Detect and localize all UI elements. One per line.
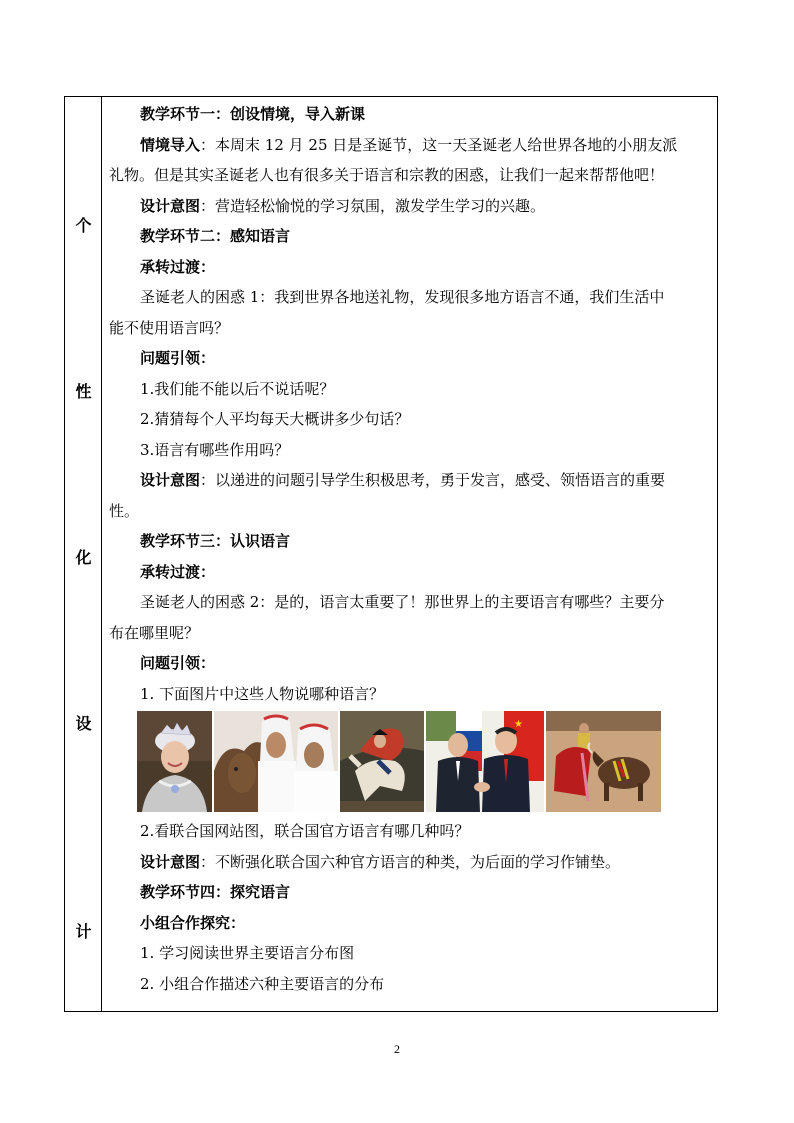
- puzzle-text: 能不使用语言吗？: [109, 318, 230, 337]
- queen-photo: [137, 711, 212, 812]
- side-label-char: 计: [75, 922, 92, 941]
- puzzle-text: 圣诞老人的困惑 2：是的，语言太重要了！那世界上的主要语言有哪些？主要分: [140, 593, 665, 611]
- paragraph: [109, 130, 705, 161]
- side-label-char: 性: [75, 382, 92, 401]
- puzzle-text: 布在哪里呢？: [109, 623, 200, 642]
- transition-label: 承转过渡：: [140, 562, 216, 581]
- intro-text: ：本周末 12 月 25 日是圣诞节，这一天圣诞老人给世界各地的小朋友派: [200, 135, 678, 154]
- photo-strip: [109, 711, 705, 812]
- group-label: 小组合作探究：: [140, 913, 246, 932]
- lesson-plan-table: [64, 96, 718, 1012]
- intent-text: ：不断强化联合国六种官方语言的种类，为后面的学习作铺垫。: [200, 852, 621, 871]
- bullfight-photo: [546, 711, 661, 812]
- paragraph: [109, 465, 705, 496]
- intro-label: 情境导入: [140, 135, 201, 154]
- napoleon-painting-photo: [340, 711, 424, 812]
- question-label: 问题引领：: [140, 349, 216, 367]
- section-title: 教学环节一：创设情境，导入新课: [140, 105, 366, 123]
- content-cell: [109, 99, 705, 999]
- transition-label: 承转过渡：: [140, 257, 216, 276]
- section-title: 教学环节二：感知语言: [140, 227, 291, 245]
- camel-photo: [214, 711, 338, 812]
- page-number: 2: [394, 1042, 400, 1056]
- leaders-handshake-photo: [426, 711, 544, 812]
- puzzle-text: 圣诞老人的困惑 1：我到世界各地送礼物，发现很多地方语言不通，我们生活中: [140, 288, 665, 306]
- side-label-char: 个: [75, 216, 92, 235]
- question-item: 2.看联合国网站图，联合国官方语言有哪几种吗？: [140, 822, 470, 840]
- paragraph-line: 礼物。但是其实圣诞老人也有很多关于语言和宗教的困惑，让我们一起来帮帮他吧！: [109, 166, 665, 184]
- section-title: 教学环节三：认识语言: [140, 532, 291, 550]
- question-item: 1.我们能不能以后不说话呢？: [140, 379, 335, 398]
- paragraph-line: 性。: [109, 501, 140, 520]
- question-item: 2.猜猜每个人平均每天大概讲多少句话？: [140, 410, 410, 428]
- side-label-char: 设: [75, 714, 92, 733]
- paragraph: [109, 847, 705, 878]
- intent-text: ：营造轻松愉悦的学习氛围，激发学生学习的兴趣。: [200, 196, 546, 215]
- question-label: 问题引领：: [140, 654, 216, 672]
- question-item: 3.语言有哪些作用吗？: [140, 440, 290, 459]
- paragraph: [109, 191, 705, 222]
- intent-label: 设计意图: [140, 196, 201, 215]
- intent-label: 设计意图: [140, 471, 201, 489]
- list-item: 2. 小组合作描述六种主要语言的分布: [140, 974, 385, 993]
- intent-label: 设计意图: [140, 852, 201, 871]
- side-label-char: 化: [75, 548, 92, 567]
- question-item: 1. 下面图片中这些人物说哪种语言？: [140, 684, 385, 703]
- list-item: 1. 学习阅读世界主要语言分布图: [140, 944, 355, 962]
- section-title: 教学环节四：探究语言: [140, 883, 291, 901]
- side-label-column: [65, 97, 102, 1011]
- intent-text: ：以递进的问题引导学生积极思考，勇于发言，感受、领悟语言的重要: [200, 471, 666, 489]
- svg-text:★: ★: [514, 719, 523, 730]
